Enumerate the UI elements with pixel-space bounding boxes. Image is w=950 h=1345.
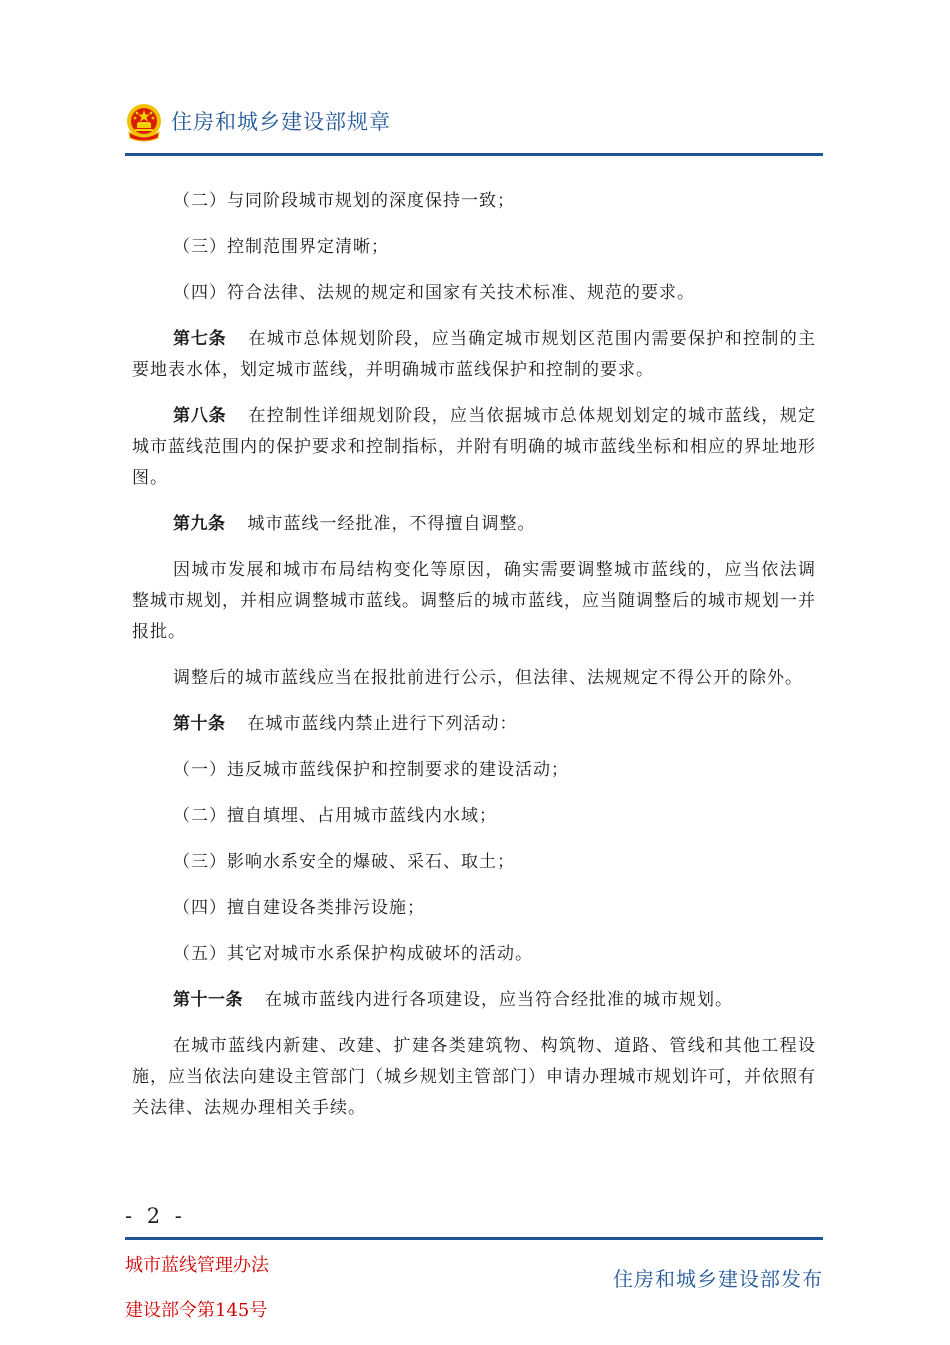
paragraph-text: （三）影响水系安全的爆破、采石、取土；	[173, 852, 515, 872]
paragraph-text: （四）擅自建设各类排污设施；	[173, 898, 425, 918]
paragraph-text: 在控制性详细规划阶段，应当依据城市总体规划划定的城市蓝线，规定城市蓝线范围内的保护要求和控制指标，并附有明确的城市蓝线坐标和相应的界址地形图。	[132, 406, 817, 488]
paragraph-text: 在城市总体规划阶段，应当确定城市规划区范围内需要保护和控制的主要地表水体，划定城市蓝线，并明确城市蓝线保护和控制的要求。	[132, 329, 817, 380]
paragraph	[132, 1031, 816, 1124]
article-number: 第七条	[173, 329, 227, 349]
footer-publisher: 住房和城乡建设部发布	[613, 1267, 823, 1291]
header-divider	[125, 153, 823, 156]
paragraph	[132, 278, 816, 309]
paragraph-text: （三）控制范围界定清晰；	[173, 237, 389, 257]
footer-doc-number: 建设部令第145号	[125, 1300, 268, 1321]
footer-doc-title: 城市蓝线管理办法	[125, 1255, 269, 1276]
article-paragraph	[132, 709, 816, 740]
article-number: 第八条	[173, 406, 227, 426]
paragraph-text: （二）擅自填埋、占用城市蓝线内水域；	[173, 806, 497, 826]
paragraph-text: （五）其它对城市水系保护构成破坏的活动。	[173, 944, 533, 964]
paragraph-text: （四）符合法律、法规的规定和国家有关技术标准、规范的要求。	[173, 283, 695, 303]
footer-divider	[125, 1237, 823, 1240]
paragraph-text: （一）违反城市蓝线保护和控制要求的建设活动；	[173, 760, 569, 780]
paragraph-text: 城市蓝线一经批准，不得擅自调整。	[247, 514, 536, 534]
document-body	[132, 186, 816, 1139]
paragraph	[132, 186, 816, 217]
header-title: 住房和城乡建设部规章	[171, 110, 391, 134]
article-number: 第十条	[173, 714, 226, 734]
paragraph	[132, 663, 816, 694]
paragraph	[132, 939, 816, 970]
article-paragraph	[132, 985, 816, 1016]
paragraph	[132, 847, 816, 878]
paragraph	[132, 755, 816, 786]
national-emblem-icon	[125, 102, 163, 142]
paragraph	[132, 232, 816, 263]
paragraph	[132, 801, 816, 832]
paragraph	[132, 893, 816, 924]
page-header	[125, 102, 823, 156]
paragraph-text: 在城市蓝线内进行各项建设，应当符合经批准的城市规划。	[265, 990, 733, 1010]
article-number: 第九条	[173, 514, 226, 534]
paragraph-text: 调整后的城市蓝线应当在报批前进行公示，但法律、法规规定不得公开的除外。	[173, 668, 803, 688]
paragraph-text: （二）与同阶段城市规划的深度保持一致；	[173, 191, 515, 211]
paragraph-text: 在城市蓝线内禁止进行下列活动：	[247, 714, 518, 734]
page-number: - 2 -	[125, 1204, 186, 1228]
article-paragraph	[132, 401, 816, 494]
article-number: 第十一条	[173, 990, 243, 1010]
article-paragraph	[132, 509, 816, 540]
paragraph-text: 因城市发展和城市布局结构变化等原因，确实需要调整城市蓝线的，应当依法调整城市规划，并相应调整城市蓝线。调整后的城市蓝线，应当随调整后的城市规划一并报批。	[132, 560, 816, 642]
page-footer	[125, 1204, 823, 1324]
article-paragraph	[132, 324, 816, 386]
paragraph-text: 在城市蓝线内新建、改建、扩建各类建筑物、构筑物、道路、管线和其他工程设施，应当依法向建设主管部门（城乡规划主管部门）申请办理城市规划许可，并依照有关法律、法规办理相关手续。	[132, 1036, 816, 1118]
paragraph	[132, 555, 816, 648]
